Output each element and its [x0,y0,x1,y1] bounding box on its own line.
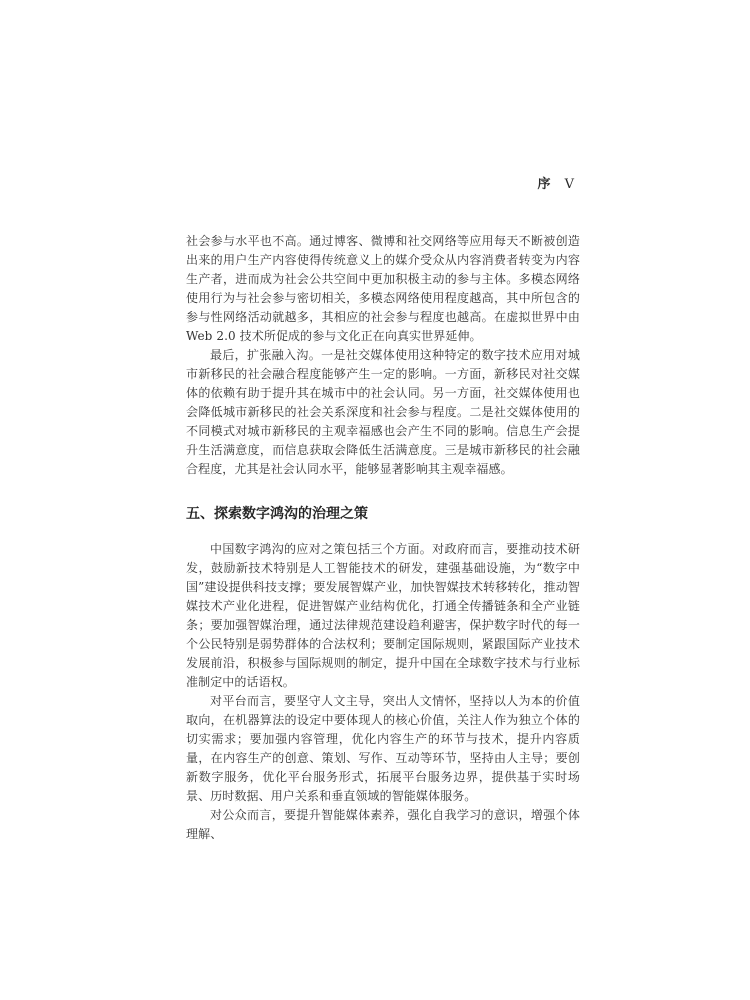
paragraph-continued: 社会参与水平也不高。通过博客、微博和社交网络等应用每天不断被创造出来的用户生产内容使得传统意义上的媒介受众从内容消费者转变为内容生产者，进而成为社会公共空间中更加积极主动的参与主体。多模态网络使用行为与社会参与密切相关，多模态网络使用程度越高，其中所包含的参与性网络活动就越多，其相应的社会参与程度也越高。在虚拟世界中由 Web 2.0 技术所促成的参与文化正在向真实世界延伸。 [186,234,580,343]
paragraph: 最后，扩张融入沟。一是社交媒体使用这种特定的数字技术应用对城市新移民的社会融合程度能够产生一定的影响。一方面，新移民对社交媒体的依赖有助于提升其在城市中的社会认同。另一方面，社交媒体使用也会降低城市新移民的社会关系深度和社会参与程度。二是社交媒体使用的不同模式对城市新移民的主观幸福感也会产生不同的影响。信息生产会提升生活满意度，而信息获取会降低生活满意度。三是城市新移民的社会融合程度，尤其是社会认同水平，能够显著影响其主观幸福感。 [186,348,580,476]
page-number: Ⅴ [564,177,574,192]
section-heading: 五、探索数字鸿沟的治理之策 [186,506,368,522]
page-body [186,232,580,844]
paragraph: 中国数字鸿沟的应对之策包括三个方面。对政府而言，要推动技术研发，鼓励新技术特别是人工智能技术的研发，建强基础设施，为“数字中国”建设提供科技支撑；要发展智媒产业，加快智媒技术转移转化，推动智媒技术产业化进程，促进智媒产业结构优化，打通全传播链条和全产业链条；要加强智媒治理，通过法律规范建设趋利避害，保护数字时代的每一个公民特别是弱势群体的合法权利；要制定国际规则，紧跟国际产业技术发展前沿，积极参与国际规则的制定，提升中国在全球数字技术与行业标准制定中的话语权。 [186,542,580,689]
header-title: 序 [537,177,551,192]
running-header [537,177,574,193]
paragraph: 对公众而言，要提升智能媒体素养，强化自我学习的意识，增强个体理解、 [186,808,580,841]
paragraph: 对平台而言，要坚守人文主导，突出人文情怀，坚持以人为本的价值取向，在机器算法的设定中要体现人的核心价值，关注人作为独立个体的切实需求；要加强内容管理，优化内容生产的环节与技术，提升内容质量，在内容生产的创意、策划、写作、互动等环节，坚持由人主导；要创新数字服务，优化平台服务形式，拓展平台服务边界，提供基于实时场景、历时数据、用户关系和垂直领域的智能媒体服务。 [186,694,580,803]
